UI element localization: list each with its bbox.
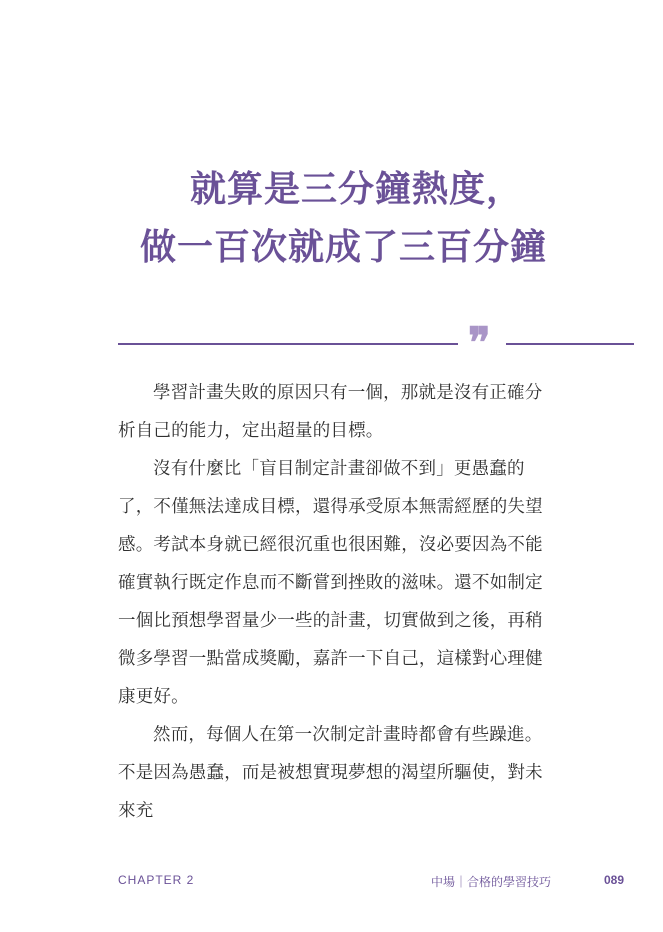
body-text [118,374,554,830]
heading-line-1: 就算是三分鐘熱度， [190,168,524,210]
divider-rule-right [506,343,634,345]
section-title: 中場｜合格的學習技巧 [431,875,552,889]
paragraph-1: 學習計畫失敗的原因只有一個，那就是沒有正確分析自己的能力，定出超量的目標。 [118,383,543,441]
divider-rule-left [118,343,458,345]
chapter-label: CHAPTER 2 [118,873,195,887]
page-number: 089 [603,873,624,887]
quote-mark-icon: ❞ [468,318,491,367]
page-footer [118,873,624,893]
heading-line-2: 做一百次就成了三百分鐘 [140,226,548,268]
paragraph-3: 然而，每個人在第一次制定計畫時都會有些躁進。不是因為愚蠢，而是被想實現夢想的渴望所驅使，對未來充 [118,725,543,821]
decorative-divider [118,318,634,367]
paragraph-2: 沒有什麼比「盲目制定計畫卻做不到」更愚蠢的了，不僅無法達成目標，還得承受原本無需經歷的失望感。考試本身就已經很沉重也很困難，沒必要因為不能確實執行既定作息而不斷嘗到挫敗的滋味。還不如制定一個比預想學習量少一些的計畫，切實做到之後，再稍微多學習一點當成獎勵，嘉許一下自己，這樣對心理健康更好。 [118,459,543,707]
chapter-heading [140,160,560,276]
